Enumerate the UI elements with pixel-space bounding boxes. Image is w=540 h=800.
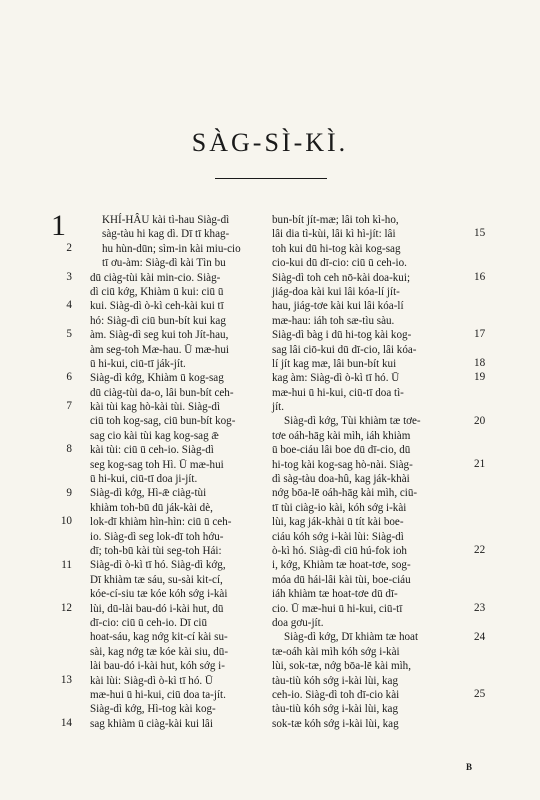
text-line: dī-cio: ciū ū ceh-io. Dī ciū — [90, 616, 208, 629]
text-line: iáh khiàm tæ hoat-tơe dū dī- — [272, 588, 398, 601]
left-column — [90, 213, 292, 731]
text-line: àm. Siàg-dì seg kui toh Jít-hau, — [90, 329, 229, 342]
text-line: hó: Siàg-dì ciū bun-bít kui kag — [90, 314, 226, 327]
text-line: sàg-tàu hi kag dì. Dī tī khag- — [102, 228, 230, 241]
text-line: ciū toh kog-sag, ciū bun-bít kog- — [90, 415, 236, 428]
text-line: tàu-tiù kóh sớg i-kài lùi, kag — [272, 703, 399, 716]
text-line: lùi, sok-tæ, nớg bōa-lē kài mìh, — [272, 660, 411, 673]
verse-number: 14 — [60, 717, 72, 729]
text-line: tī tùi ciàg-io kài, kóh sớg i-kài — [272, 501, 407, 514]
verse-number: 9 — [66, 486, 72, 499]
text-line: sag cio kài tùi kag kog-sag ǣ — [90, 429, 219, 442]
text-line: sài, kag nớg tæ kóe kài siu, dū- — [90, 645, 229, 658]
text-line: i, kớg, Khiàm tæ hoat-tơe, sog- — [272, 559, 411, 572]
text-line: mæ-hau: iáh toh sæ-tìu sàu. — [272, 314, 395, 327]
text-line: sag khiàm ū ciàg-kài kui lâi — [90, 717, 213, 730]
text-line: Siàg-dì kớg, Hì-ǣ ciàg-tùi — [90, 487, 207, 500]
text-line: nớg bōa-lē oáh-hāg kài mìh, ciū- — [272, 487, 418, 500]
text-line: móa dū hái-lâi kài tùi, boe-ciáu — [272, 573, 411, 586]
text-line: dì sàg-tàu doa-hû, kag ják-khài — [272, 473, 410, 486]
text-line: ū boe-ciáu lâi boe dū dī-cio, dū — [272, 444, 411, 457]
text-line: kui. Siàg-dì ò-kì ceh-kài kui tī — [90, 300, 224, 313]
verse-number: 5 — [66, 328, 72, 341]
verse-number: 21 — [474, 457, 486, 470]
text-line: sag lâi ciō-kui dū dī-cio, lâi kóa- — [272, 343, 417, 356]
text-line: hi-tog kài kog-sag hò-nài. Siàg- — [272, 458, 413, 471]
verse-number: 4 — [66, 299, 72, 312]
text-line: kài tùi: ciū ū ceh-io. Siàg-dì — [90, 444, 214, 457]
text-line: kag àm: Siàg-dì ò-kì tī hó. Ū — [272, 372, 400, 385]
text-line: khiàm toh-bū dū ják-kài dè, — [90, 501, 213, 514]
text-line: ū hi-kui, ciū-tī doa ji-jít. — [90, 473, 198, 486]
verse-number: 25 — [474, 688, 486, 701]
verse-number: 22 — [474, 544, 486, 557]
verse-number: 6 — [66, 371, 72, 384]
verse-number: 12 — [60, 601, 72, 614]
text-line: lài bau-dó i-kài hut, kóh sớg i- — [90, 660, 225, 673]
text-line: kài tùi kag hò-kài tùi. Siàg-dì — [90, 401, 221, 414]
text-line: tơe oáh-hāg kài mìh, iáh khiàm — [272, 429, 411, 442]
verse-number: 3 — [66, 270, 72, 283]
text-line: tī ơu-àm: Siàg-dì kài Tìn bu — [102, 257, 226, 270]
verse-number: 8 — [66, 443, 72, 456]
text-line: Siàg-dì kớg, Khiàm ū kog-sag — [90, 372, 224, 385]
verse-number: 7 — [66, 400, 72, 413]
text-line: hau, jiág-tơe kài kui lâi kóa-lí — [272, 300, 404, 313]
verse-number: 18 — [474, 357, 486, 369]
verse-number: 11 — [61, 558, 72, 571]
right-column — [272, 213, 474, 731]
printer-signature: B — [466, 762, 473, 772]
text-line: mæ-hui ū hi-kui, ciū-tī doa tì- — [272, 386, 404, 399]
verse-number: 17 — [474, 328, 486, 341]
text-line: cio-kui dū dī-cio: ciū ū ceh-io. — [272, 257, 407, 270]
text-line: Siàg-dì kớg, Hì-tog kài kog- — [90, 703, 216, 716]
text-line: KHÍ-HÂU kài tì-hau Siàg-dì — [102, 214, 230, 226]
verse-number: 20 — [474, 414, 486, 427]
verse-number: 10 — [60, 515, 72, 528]
verse-number: 23 — [474, 601, 486, 614]
verse-number: 24 — [474, 630, 486, 643]
text-line: mæ-hui ū hi-kui, ciū doa ta-jít. — [90, 688, 226, 701]
text-line: Siàg-dì kớg, Tùi khiàm tæ tơe- — [284, 415, 421, 428]
title-rule — [215, 178, 327, 179]
text-line: lùi, dū-lài bau-dó i-kài hut, dū — [90, 602, 224, 615]
text-line: bun-bít jít-mæ; lâi toh kì-ho, — [272, 214, 399, 226]
text-line: àm seg-toh Mæ-hau. Ū mæ-hui — [90, 343, 229, 356]
text-line: ò-kì hó. Siàg-dì ciū hú-fok ioh — [272, 544, 407, 557]
text-line: ceh-io. Siàg-dì toh dī-cio kài — [272, 688, 400, 701]
page-title: SÀG-SÌ-KÌ. — [191, 128, 349, 157]
text-line: Siàg-dì kớg, Dī khiàm tæ hoat — [284, 631, 419, 644]
text-line: lâi dia tì-kùi, lâi kì hì-jít: lâi — [272, 228, 396, 241]
text-line: Siàg-dì bàg i dū hi-tog kài kog- — [272, 329, 412, 342]
text-line: hu hùn-dūn; sìm-in kài miu-cio — [102, 242, 241, 255]
text-line: Dī khiàm tæ sáu, su-sài kit-cí, — [90, 573, 223, 586]
text-line: io. Siàg-dì seg lok-dī toh hớu- — [90, 530, 224, 543]
text-line: ciáu kóh sớg i-kài lùi: Siàg-dì — [272, 530, 404, 543]
text-line: kài lùi: Siàg-dì ò-kì tī hó. Ū — [90, 674, 213, 687]
verse-number: 2 — [66, 241, 72, 254]
text-line: tàu-tiù kóh sớg i-kài lùi, kag — [272, 674, 399, 687]
text-line: dū ciàg-tùi kài min-cio. Siàg- — [90, 271, 221, 284]
text-line: doa gơu-jít. — [272, 616, 324, 629]
verse-number: 13 — [60, 673, 72, 686]
text-line: Siàg-dì ò-kì tī hó. Siàg-dì kớg, — [90, 559, 226, 572]
text-line: lí jít kag mæ, lâi bun-bít kui — [272, 357, 397, 370]
verse-number: 15 — [474, 227, 486, 240]
chapter-number: 1 — [51, 209, 66, 242]
text-line: lùi, kag ják-khài ū tít kài boe- — [272, 516, 404, 529]
text-line: jiág-doa kài kui lâi kóa-lí jít- — [272, 285, 400, 298]
text-line: dī; toh-bū kài tùi seg-toh Hái: — [90, 544, 222, 557]
text-line: tæ-oáh kài mìh kóh sớg i-kài — [272, 645, 400, 658]
text-line: kóe-cí-siu tæ kóe kóh sớg i-kài — [90, 588, 228, 601]
text-line: Siàg-dì toh ceh nō-kài doa-kui; — [272, 271, 411, 284]
text-line: jít. — [272, 401, 285, 414]
text-line: hoat-sáu, kag nớg kit-cí kài su- — [90, 631, 228, 644]
text-line: sok-tæ kóh sớg i-kài lùi, kag — [272, 717, 399, 730]
text-line: seg kog-sag toh Hì. Ū mæ-hui — [90, 458, 224, 471]
text-line: dū ciàg-tùi da-o, lâi bun-bít ceh- — [90, 386, 234, 399]
text-line: lok-dī khiàm hìn-hìn: ciū ū ceh- — [90, 516, 232, 529]
text-line: cio. Ū mæ-hui ū hi-kui, ciū-tī — [272, 602, 403, 615]
text-line: toh kui dū hi-tog kài kog-sag — [272, 242, 401, 255]
verse-number: 19 — [474, 371, 486, 384]
verse-number: 16 — [474, 270, 486, 283]
text-line: dì ciū kớg, Khiàm ū kui: ciū ū — [90, 285, 224, 298]
text-line: ū hi-kui, ciū-tī ják-jít. — [90, 357, 186, 370]
